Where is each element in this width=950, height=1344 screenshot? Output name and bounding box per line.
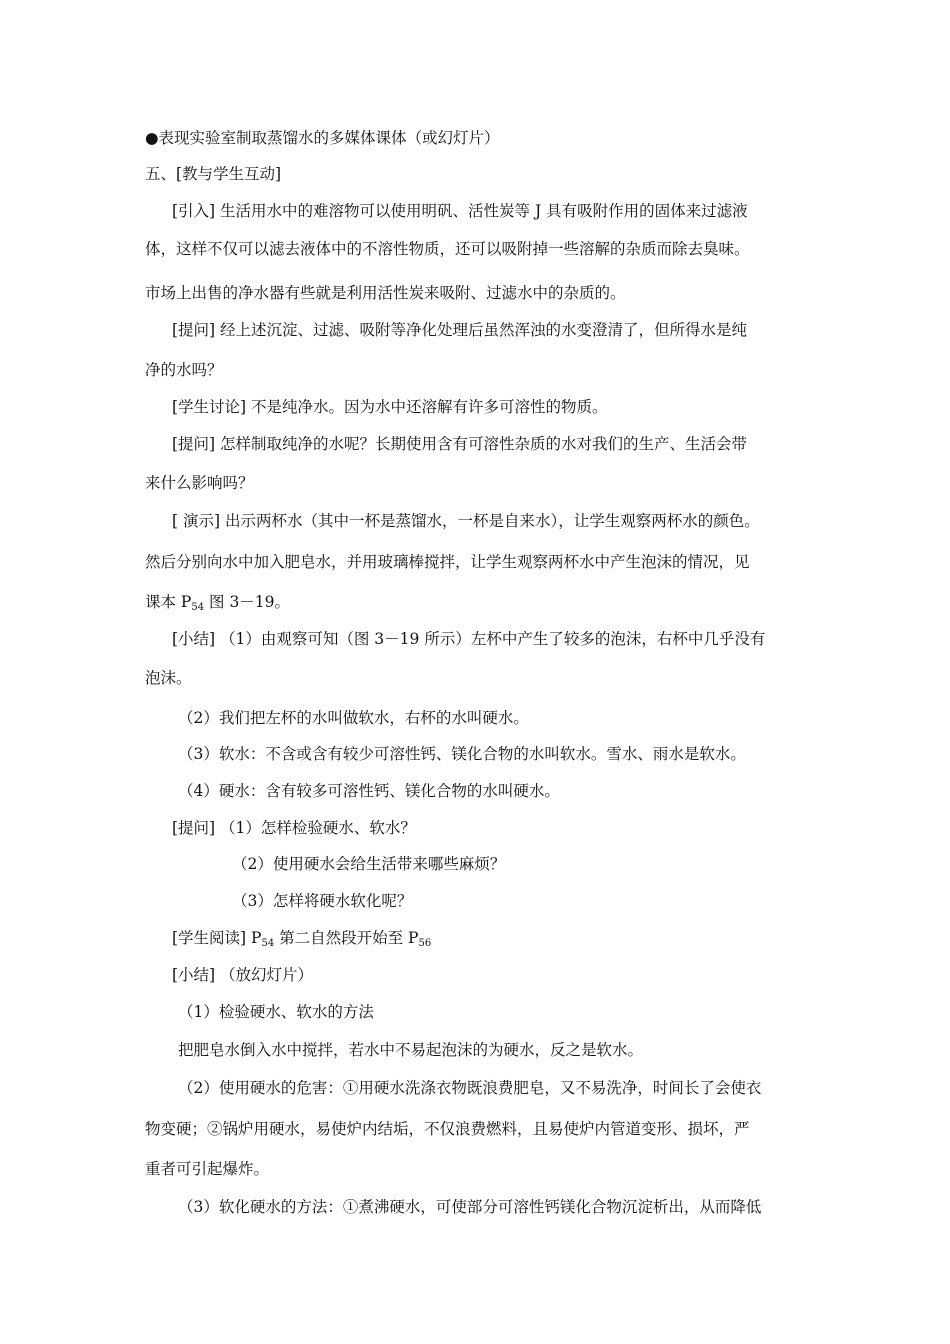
text-line: （2）我们把左杯的水叫做软水，右杯的水叫硬水。 — [178, 709, 529, 727]
text-line: 来什么影响吗？ — [145, 474, 254, 492]
text-line: 泡沫。 — [145, 669, 192, 687]
text-fragment: 课本 P — [145, 593, 192, 611]
subscript: 54 — [261, 938, 275, 949]
text-fragment: [学生阅读] P — [172, 929, 262, 947]
text-line: 重者可引起爆炸。 — [145, 1160, 270, 1178]
text-fragment: 第二自然段开始至 P — [274, 929, 419, 947]
text-line: （2）使用硬水会给生活带来哪些麻烦？ — [232, 855, 506, 873]
text-line: 净的水吗？ — [145, 361, 223, 379]
text-line: [引入] 生活用水中的难溶物可以使用明矾、活性炭等 J 具有吸附作用的固体来过滤液 — [172, 202, 748, 220]
subscript: 56 — [418, 938, 432, 949]
text-line: （1）检验硬水、软水的方法 — [178, 1003, 374, 1021]
text-line: [提问] 怎样制取纯净的水呢？长期使用含有可溶性杂质的水对我们的生产、生活会带 — [172, 435, 748, 453]
text-line: [提问] 经上述沉淀、过滤、吸附等净化处理后虽然浑浊的水变澄清了，但所得水是纯 — [172, 321, 748, 339]
text-line — [145, 592, 290, 618]
text-line: （4）硬水：含有较多可溶性钙、镁化合物的水叫硬水。 — [178, 782, 560, 800]
text-line: ●表现实验室制取蒸馏水的多媒体课体（或幻灯片） — [145, 129, 500, 147]
text-line: [学生讨论] 不是纯净水。因为水中还溶解有许多可溶性的物质。 — [172, 398, 608, 416]
text-line: （3）软化硬水的方法：①煮沸硬水，可使部分可溶性钙镁化合物沉淀析出，从而降低 — [178, 1198, 762, 1216]
text-line: [提问] （1）怎样检验硬水、软水？ — [172, 819, 416, 837]
text-line: 然后分别向水中加入肥皂水，并用玻璃棒搅拌，让学生观察两杯水中产生泡沫的情况，见 — [145, 553, 750, 571]
text-line: （3）软水：不含或含有较少可溶性钙、镁化合物的水叫软水。雪水、雨水是软水。 — [178, 745, 746, 763]
section-heading: 五、[教与学生互动] — [145, 165, 282, 183]
text-line: （2）使用硬水的危害：①用硬水洗涤衣物既浪费肥皂，又不易洗净，时间长了会使衣 — [178, 1079, 762, 1097]
text-line: 把肥皂水倒入水中搅拌，若水中不易起泡沫的为硬水，反之是软水。 — [178, 1041, 644, 1059]
text-fragment: 图 3－19。 — [204, 593, 291, 611]
text-line: [ 演示] 出示两杯水（其中一杯是蒸馏水，一杯是自来水），让学生观察两杯水的颜色。 — [172, 512, 760, 530]
text-line: 市场上出售的净水器有些就是利用活性炭来吸附、过滤水中的杂质的。 — [145, 284, 626, 302]
text-line: （3）怎样将硬水软化呢？ — [232, 892, 413, 910]
text-line: [小结] （1）由观察可知（图 3－19 所示）左杯中产生了较多的泡沫，右杯中几乎没有 — [172, 630, 766, 648]
subscript: 54 — [191, 602, 205, 613]
text-line: 物变硬；②锅炉用硬水，易使炉内结垢，不仅浪费燃料，且易使炉内管道变形、损坏，严 — [145, 1120, 750, 1138]
text-line: 体，这样不仅可以滤去液体中的不溶性物质，还可以吸附掉一些溶解的杂质而除去臭味。 — [145, 240, 750, 258]
text-line — [172, 928, 431, 954]
text-line: [小结] （放幻灯片） — [172, 966, 314, 984]
